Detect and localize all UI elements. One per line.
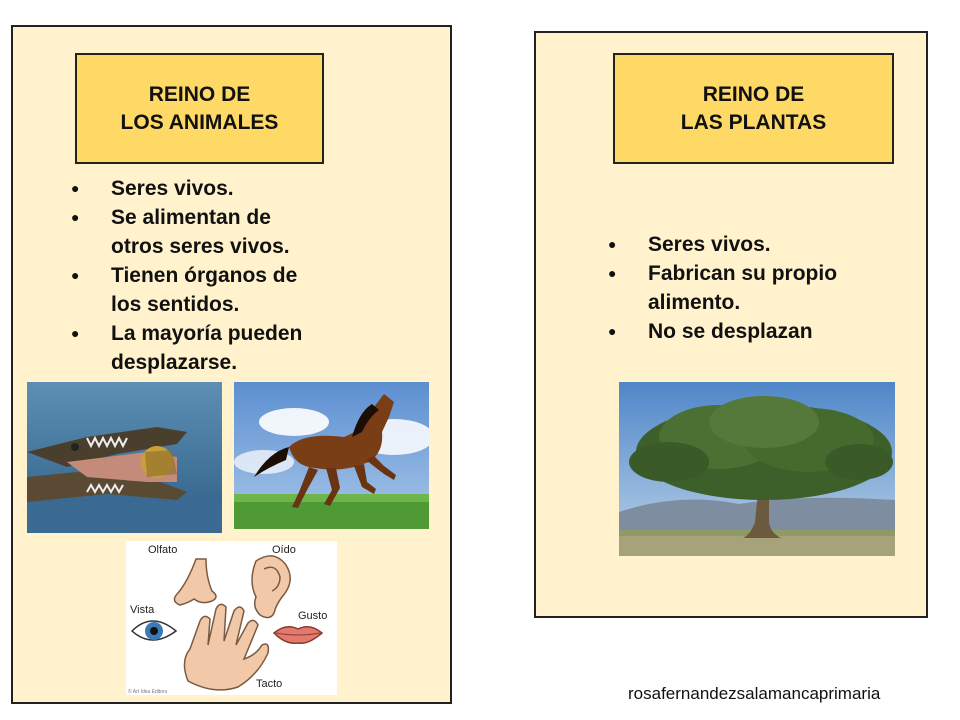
fact-text: alimento. xyxy=(648,291,741,314)
fact-text: Tienen órganos de xyxy=(111,264,298,287)
animals-title-line1: REINO DE xyxy=(148,82,251,106)
list-item xyxy=(71,203,302,261)
fact-text: otros seres vivos. xyxy=(111,235,290,258)
horse-image xyxy=(234,382,429,529)
animals-title-line2: LOS ANIMALES xyxy=(120,110,279,134)
list-item xyxy=(608,259,837,317)
eye-icon xyxy=(132,621,176,640)
list-item xyxy=(71,261,302,319)
list-item xyxy=(608,317,837,346)
author-credit: rosafernandezsalamancaprimaria xyxy=(628,684,881,703)
nose-icon xyxy=(174,559,216,605)
plants-title-line2: LAS PLANTAS xyxy=(680,110,827,134)
animals-title xyxy=(75,53,324,164)
fact-text: No se desplazan xyxy=(648,320,813,343)
list-item xyxy=(608,230,837,259)
sight-label: Vista xyxy=(130,604,155,616)
plants-title-line1: REINO DE xyxy=(702,82,805,106)
fact-text: Seres vivos. xyxy=(648,233,771,256)
lips-icon xyxy=(274,627,322,644)
fact-text: los sentidos. xyxy=(111,293,240,316)
touch-label: Tacto xyxy=(256,678,283,690)
animals-facts-list xyxy=(71,174,302,377)
fact-text: Fabrican su propio xyxy=(648,262,838,285)
plants-facts-list xyxy=(608,230,837,346)
fact-text: Se alimentan de xyxy=(111,206,271,229)
smell-label: Olfato xyxy=(148,544,178,556)
tree-image xyxy=(619,382,895,556)
crocodile-image xyxy=(27,382,222,533)
ear-icon xyxy=(252,556,290,618)
taste-label: Gusto xyxy=(298,610,328,622)
copyright-text: © Art Idea Editors xyxy=(128,689,168,695)
list-item xyxy=(71,319,302,377)
plants-title xyxy=(613,53,894,164)
list-item xyxy=(71,174,302,203)
hearing-label: Oído xyxy=(272,544,296,556)
senses-image xyxy=(126,541,337,695)
fact-text: La mayoría pueden xyxy=(111,322,303,345)
fact-text: desplazarse. xyxy=(111,351,238,374)
fact-text: Seres vivos. xyxy=(111,177,234,200)
